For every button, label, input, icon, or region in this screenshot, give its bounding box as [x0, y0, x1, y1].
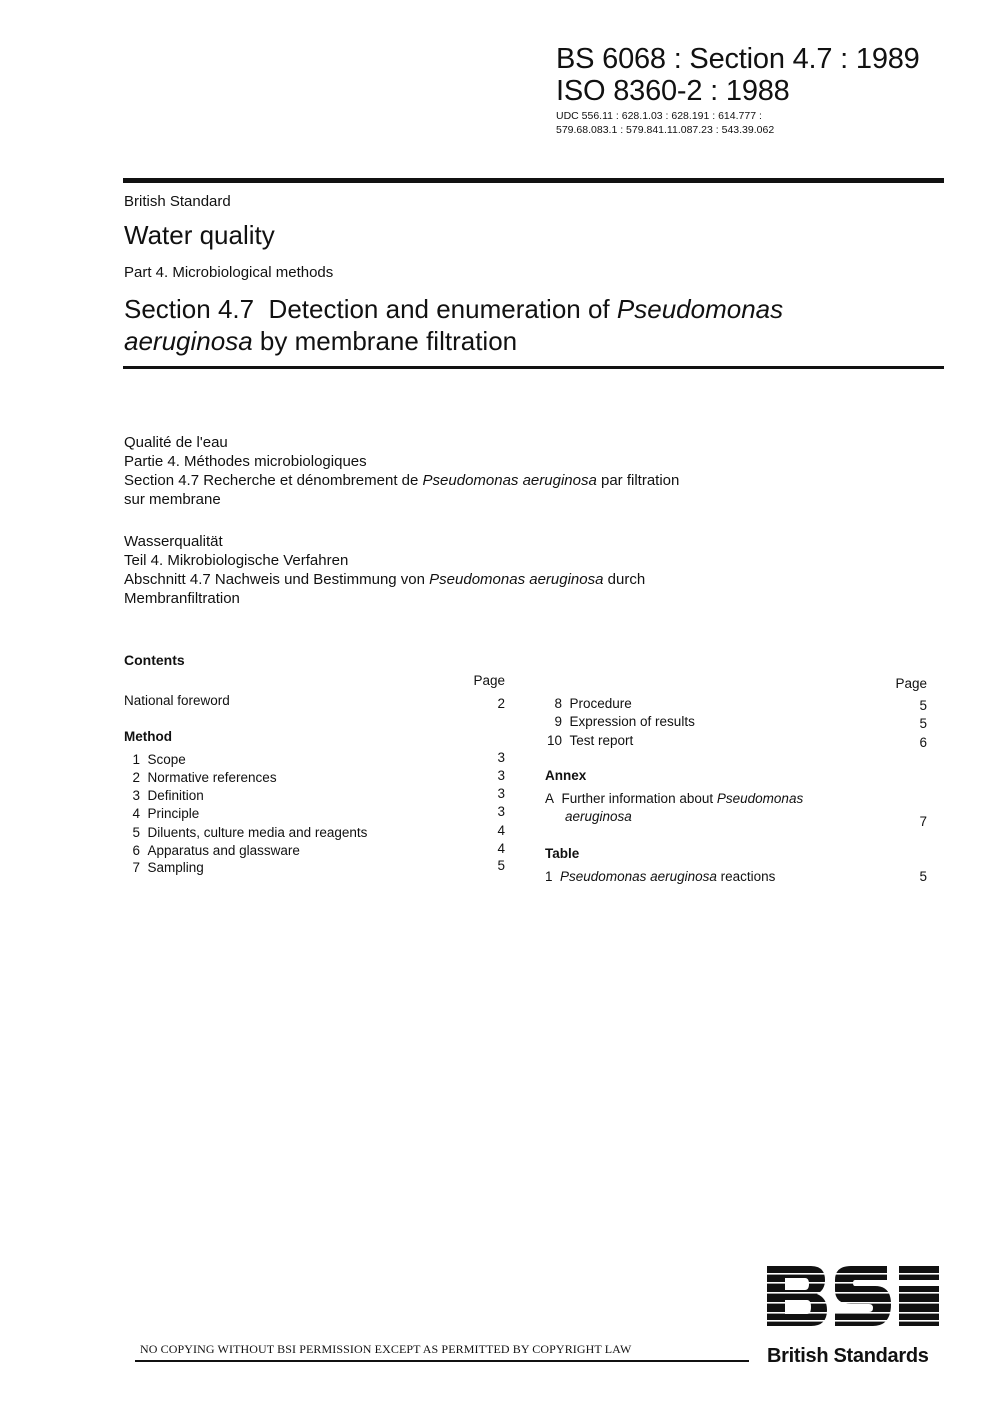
toc-table-1-page: 5 — [919, 869, 927, 884]
german-line-3: Abschnitt 4.7 Nachweis und Bestimmung von Pseudomonas aeruginosa durch — [124, 571, 646, 588]
german-line-2: Teil 4. Mikrobiologische Verfahren — [124, 552, 349, 569]
toc-item-8[interactable] — [540, 695, 632, 713]
toc-item-num: 8 — [554, 696, 562, 711]
french-line-4: sur membrane — [124, 491, 221, 508]
toc-item-page: 5 — [497, 858, 505, 873]
german-line-4: Membranfiltration — [124, 590, 240, 607]
toc-item-10[interactable] — [540, 732, 633, 750]
toc-annex-a-line-2: aeruginosa — [565, 809, 632, 824]
toc-item-label: Procedure — [569, 696, 632, 711]
udc-line-1: UDC 556.11 : 628.1.03 : 628.191 : 614.777 : — [556, 110, 762, 122]
french-title — [124, 433, 679, 509]
british-standard-label: British Standard — [124, 193, 231, 210]
toc-item-page: 5 — [919, 698, 927, 713]
toc-item-label: Definition — [147, 788, 204, 803]
table-heading: Table — [545, 846, 580, 861]
toc-item-page: 3 — [497, 804, 505, 819]
iso-number: ISO 8360-2 : 1988 — [556, 75, 790, 107]
toc-foreword[interactable]: National foreword — [124, 693, 230, 708]
toc-table-1[interactable]: 1 Pseudomonas aeruginosa reactions — [545, 869, 776, 884]
german-title — [124, 532, 645, 608]
toc-item-label: Expression of results — [569, 714, 695, 729]
contents-heading: Contents — [124, 652, 185, 668]
page-label-left: Page — [473, 673, 505, 688]
footer-rule — [135, 1360, 749, 1362]
page-label-right: Page — [895, 676, 927, 691]
german-line-1: Wasserqualität — [124, 533, 223, 550]
toc-item-num: 2 — [132, 770, 140, 785]
toc-item-4[interactable] — [124, 805, 199, 823]
toc-item-9[interactable] — [540, 713, 695, 731]
section-text: Detection and enumeration of — [268, 294, 610, 324]
toc-item-label: Principle — [147, 806, 200, 821]
standard-number: BS 6068 : Section 4.7 : 1989 — [556, 43, 920, 75]
toc-item-2[interactable] — [124, 769, 277, 787]
part-label: Part 4. Microbiological methods — [124, 264, 334, 281]
bsi-logo-mark — [765, 1262, 943, 1342]
toc-item-page: 4 — [497, 841, 505, 856]
french-line-3: Section 4.7 Recherche et dénombrement de Pseudomonas aeruginosa par filtration — [124, 472, 680, 489]
copyright-notice: NO COPYING WITHOUT BSI PERMISSION EXCEPT AS PERMITTED BY COPYRIGHT LAW — [140, 1342, 632, 1356]
toc-item-page: 3 — [497, 786, 505, 801]
title-rule — [123, 366, 944, 369]
toc-item-label: Normative references — [147, 770, 277, 785]
udc-line-2: 579.68.083.1 : 579.841.11.087.23 : 543.39.062 — [556, 124, 775, 136]
top-rule — [123, 178, 944, 183]
toc-item-label: Diluents, culture media and reagents — [147, 825, 368, 840]
toc-item-num: 1 — [132, 752, 140, 767]
method-heading: Method — [124, 729, 172, 744]
toc-item-page: 3 — [497, 750, 505, 765]
toc-item-page: 5 — [919, 716, 927, 731]
toc-foreword-page: 2 — [497, 696, 505, 711]
toc-item-label: Scope — [147, 752, 186, 767]
toc-item-label: Test report — [569, 733, 634, 748]
french-line-2: Partie 4. Méthodes microbiologiques — [124, 453, 367, 470]
toc-item-page: 6 — [919, 735, 927, 750]
toc-item-num: 10 — [546, 733, 562, 748]
toc-item-num: 6 — [132, 843, 140, 858]
toc-item-3[interactable] — [124, 787, 204, 805]
section-title-line-1 — [124, 293, 783, 325]
section-title-line-2 — [124, 325, 517, 357]
toc-item-6[interactable] — [124, 842, 300, 860]
section-line2-italic: aeruginosa — [124, 326, 253, 356]
toc-item-5[interactable] — [124, 824, 367, 842]
toc-item-num: 7 — [132, 860, 140, 875]
toc-item-num: 9 — [554, 714, 562, 729]
toc-item-page: 4 — [497, 823, 505, 838]
toc-item-num: 4 — [132, 806, 140, 821]
section-italic: Pseudomonas — [616, 294, 784, 324]
toc-item-label: Sampling — [147, 860, 204, 875]
toc-item-7[interactable] — [124, 859, 204, 877]
toc-item-num: 5 — [132, 825, 140, 840]
annex-heading: Annex — [545, 768, 587, 783]
section-prefix: Section 4.7 — [124, 294, 255, 324]
french-line-1: Qualité de l'eau — [124, 434, 228, 451]
section-line2-rest: by membrane filtration — [259, 326, 518, 356]
bsi-logo-text: British Standards — [767, 1345, 929, 1367]
toc-annex-a[interactable]: A Further information about Pseudomonas — [545, 791, 804, 806]
page-title: Water quality — [124, 220, 275, 250]
toc-item-1[interactable] — [124, 751, 186, 769]
toc-annex-a-page: 7 — [919, 814, 927, 829]
toc-item-num: 3 — [132, 788, 140, 803]
toc-item-page: 3 — [497, 768, 505, 783]
toc-item-label: Apparatus and glassware — [147, 843, 300, 858]
